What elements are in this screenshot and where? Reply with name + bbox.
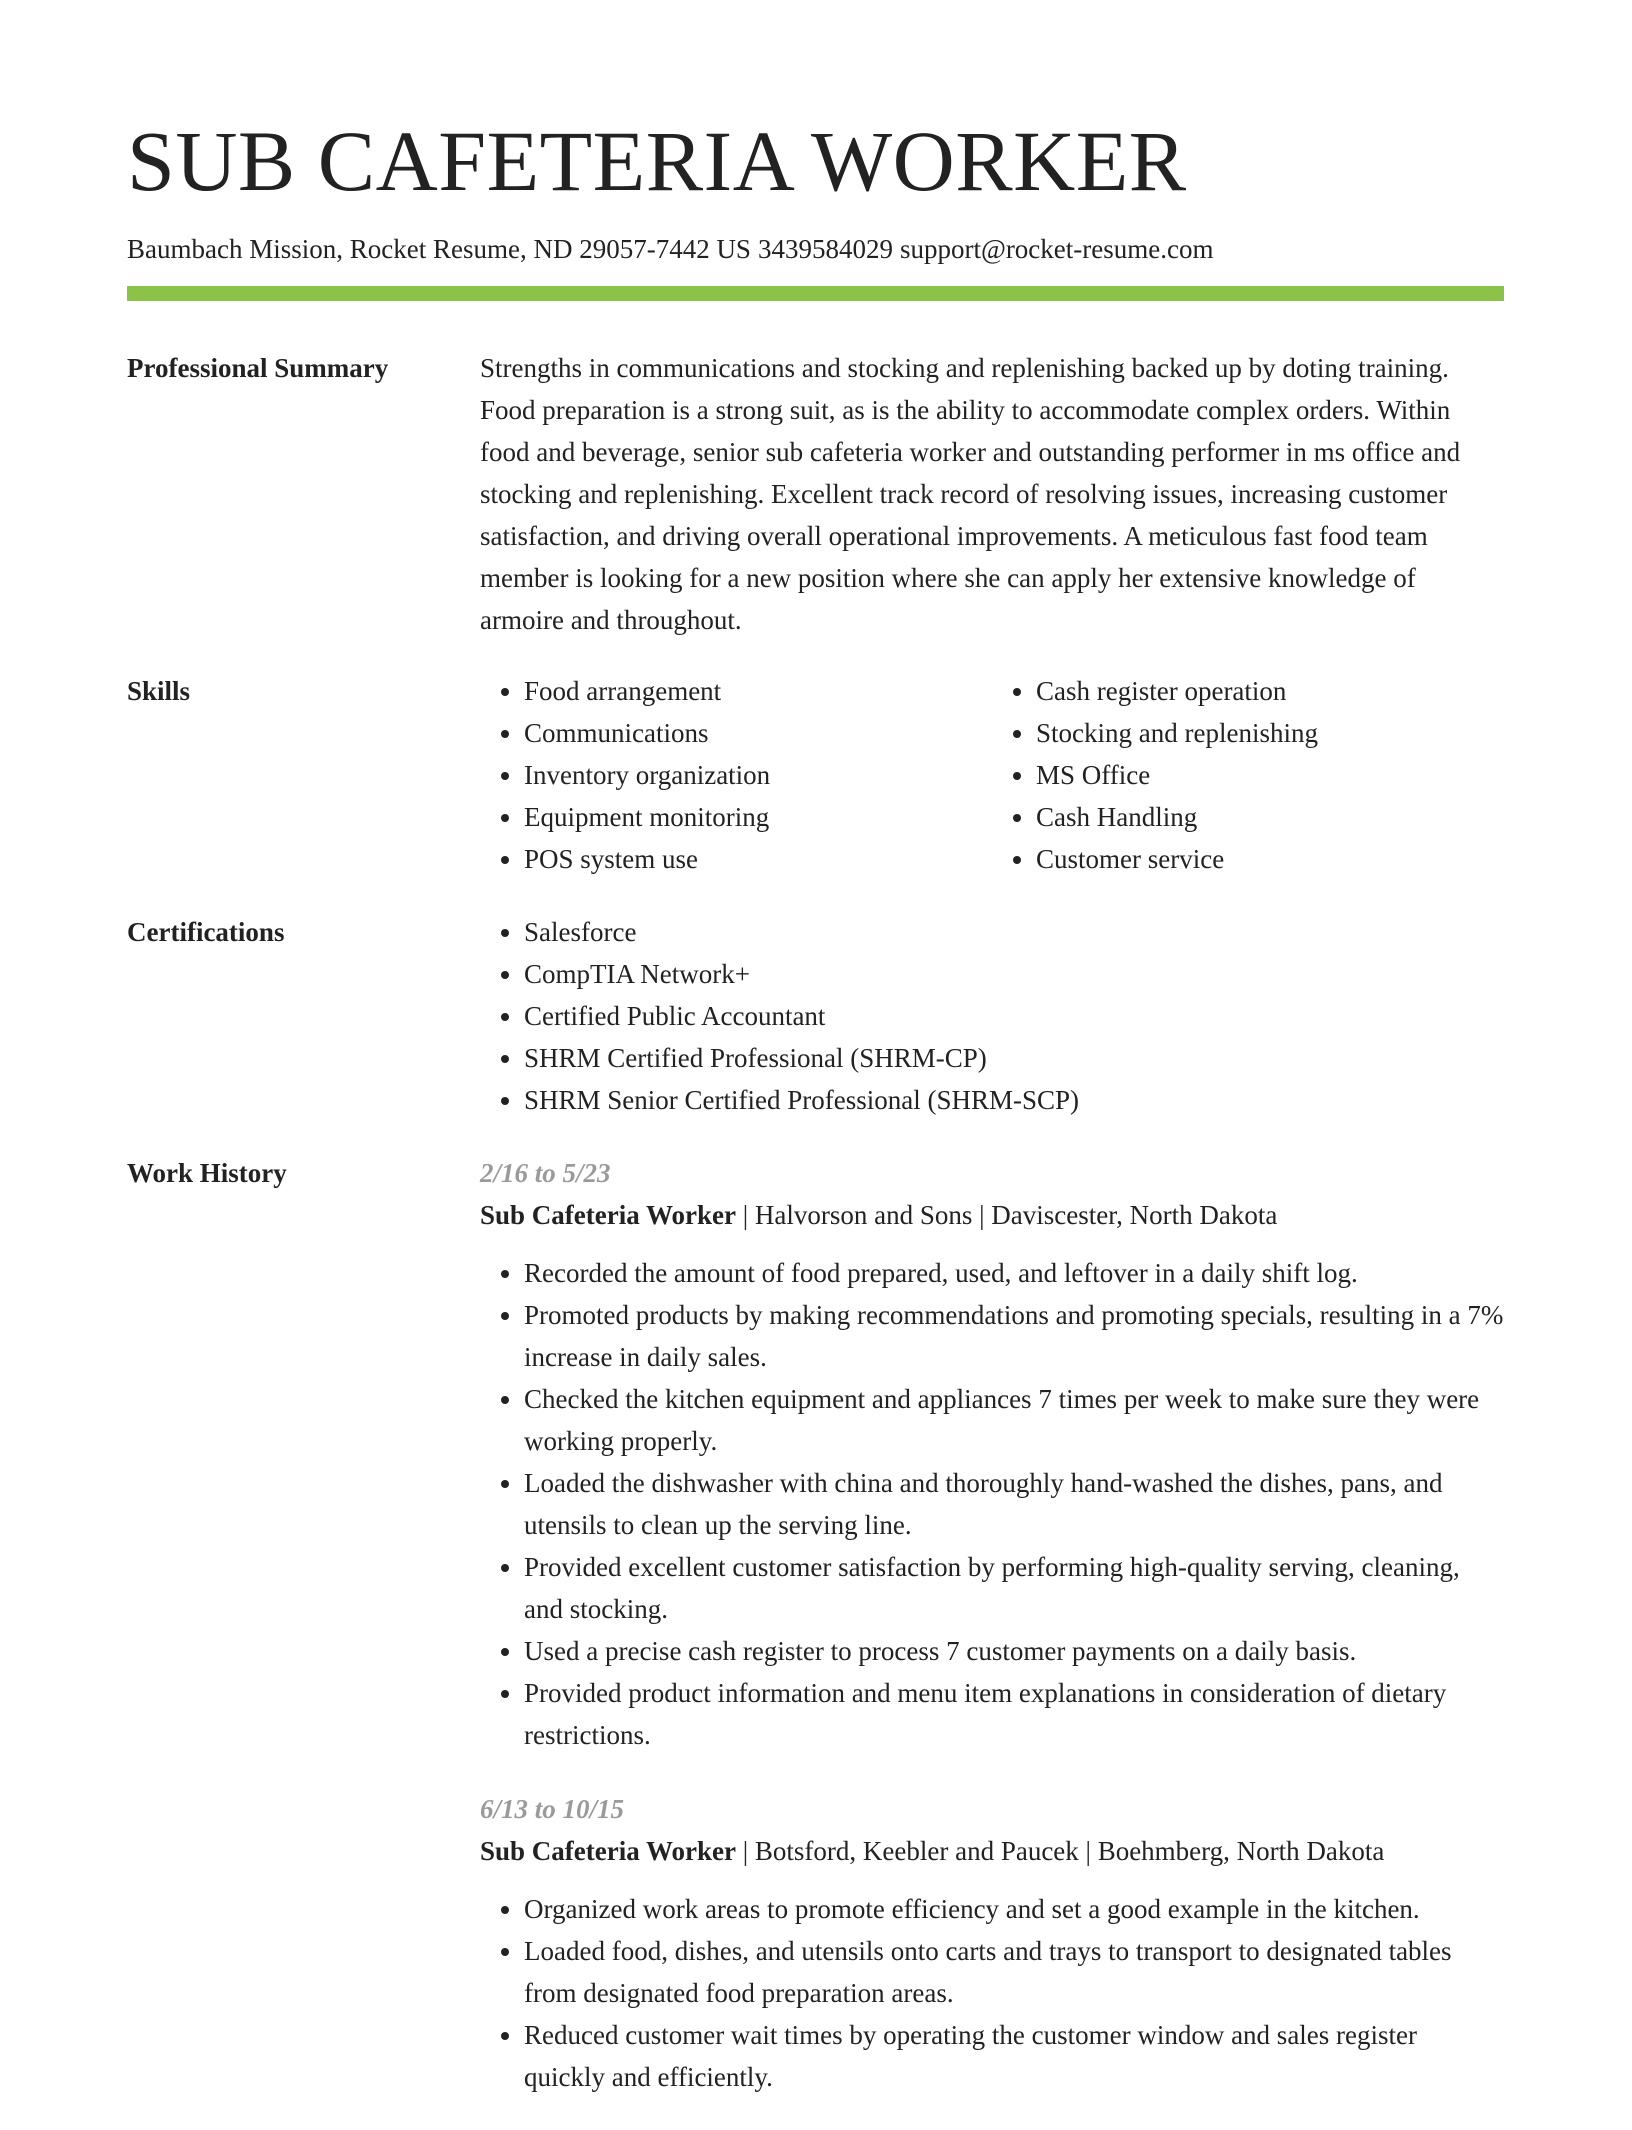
job-duty: • Checked the kitchen equipment and appliances 7 times per week to make sure they were working properly.: [524, 1378, 1504, 1462]
certifications-body: [480, 911, 1504, 1121]
job-duty: • Provided excellent customer satisfaction by performing high-quality serving, cleaning, and stocking.: [524, 1546, 1504, 1630]
work-history-body: [480, 1152, 1504, 2130]
skills-body: [480, 670, 1504, 880]
job-employer-location: | Halvorson and Sons | Daviscester, North Dakota: [735, 1200, 1278, 1230]
skill-item: • POS system use: [524, 838, 992, 880]
skills-list-right: [992, 670, 1504, 880]
contact-address: Baumbach Mission, Rocket Resume, ND 29057-7442 US: [127, 234, 751, 264]
resume-name-heading: SUB CAFETERIA WORKER: [127, 113, 1187, 209]
certifications-list: [480, 911, 1504, 1121]
skill-item: • Inventory organization: [524, 754, 992, 796]
contact-line: [127, 232, 1220, 266]
job-entry: [480, 1152, 1504, 1756]
skill-item: • Cash Handling: [1036, 796, 1504, 838]
skills-list-left: [480, 670, 992, 880]
work-history-label: Work History: [127, 1158, 287, 1188]
summary-text: Strengths in communications and stocking and replenishing backed up by doting training. Food preparation is a strong suit, as is the ability to accommodate complex orders. Within food and beverage, senior sub cafeteria worker and outstanding performer in ms office and stocking and replenishing. Excellent track record of resolving issues, increasing customer satisfaction, and driving overall operational improvements. A meticulous fast food team member is looking for a new position where she can apply her extensive knowledge of armoire and throughout.: [480, 353, 1461, 635]
job-duty: • Used a precise cash register to process 7 customer payments on a daily basis.: [524, 1630, 1504, 1672]
job-dates: 6/13 to 10/15: [480, 1794, 625, 1824]
job-duty: • Reduced customer wait times by operating the customer window and sales register quickly and efficiently.: [524, 2014, 1504, 2098]
summary-label: Professional Summary: [127, 353, 389, 383]
certification-item: • SHRM Senior Certified Professional (SHRM-SCP): [524, 1079, 1504, 1121]
job-duty: • Provided product information and menu item explanations in consideration of dietary restrictions.: [524, 1672, 1504, 1756]
skills-label: Skills: [127, 676, 191, 706]
job-duty: • Loaded food, dishes, and utensils onto carts and trays to transport to designated tables from designated food preparation areas.: [524, 1930, 1504, 2014]
job-title: Sub Cafeteria Worker: [480, 1200, 736, 1230]
skill-item: • Stocking and replenishing: [1036, 712, 1504, 754]
job-duty: • Organized work areas to promote efficiency and set a good example in the kitchen.: [524, 1888, 1504, 1930]
skill-item: • Cash register operation: [1036, 670, 1504, 712]
certification-item: • Salesforce: [524, 911, 1504, 953]
job-duty: • Loaded the dishwasher with china and thoroughly hand-washed the dishes, pans, and utensils to clean up the serving line.: [524, 1462, 1504, 1546]
certification-item: • Certified Public Accountant: [524, 995, 1504, 1037]
contact-phone: 3439584029: [757, 234, 893, 264]
skill-item: • Communications: [524, 712, 992, 754]
skill-item: • Customer service: [1036, 838, 1504, 880]
job-employer-location: | Botsford, Keebler and Paucek | Boehmberg, North Dakota: [735, 1836, 1385, 1866]
skill-item: • Equipment monitoring: [524, 796, 992, 838]
job-duty: • Recorded the amount of food prepared, used, and leftover in a daily shift log.: [524, 1252, 1504, 1294]
job-dates: 2/16 to 5/23: [480, 1158, 611, 1188]
summary-body: [480, 347, 1504, 641]
certification-item: • CompTIA Network+: [524, 953, 1504, 995]
job-duties-list: [480, 1252, 1504, 1756]
contact-email[interactable]: support@rocket-resume.com: [899, 234, 1214, 264]
skill-item: • MS Office: [1036, 754, 1504, 796]
certification-item: • SHRM Certified Professional (SHRM-CP): [524, 1037, 1504, 1079]
header-accent-rule: [127, 286, 1504, 301]
skill-item: • Food arrangement: [524, 670, 992, 712]
certifications-label: Certifications: [127, 917, 285, 947]
job-duties-list: [480, 1888, 1504, 2098]
job-title: Sub Cafeteria Worker: [480, 1836, 736, 1866]
job-title-line: [480, 1194, 1504, 1236]
job-entry: [480, 1788, 1504, 2098]
job-title-line: [480, 1830, 1504, 1872]
job-duty: • Promoted products by making recommendations and promoting specials, resulting in a 7% increase in daily sales.: [524, 1294, 1504, 1378]
